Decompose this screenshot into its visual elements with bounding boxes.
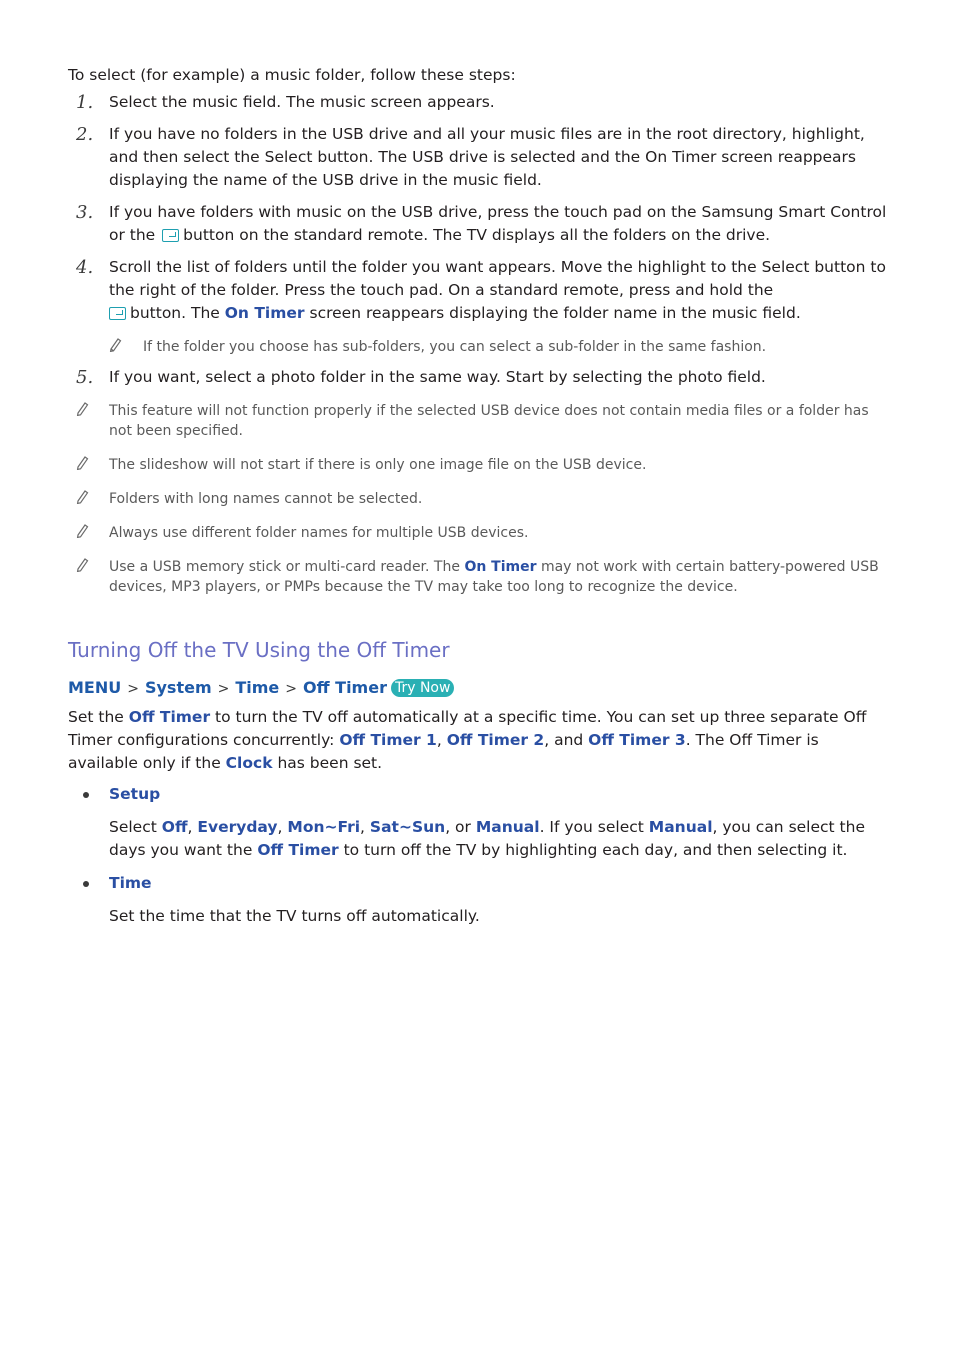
option-text: , you can select the days you want the <box>109 818 865 859</box>
section-title: Turning Off the TV Using the Off Timer <box>68 638 450 662</box>
step-text: button. The <box>130 304 220 322</box>
option-title: Time <box>109 874 152 892</box>
breadcrumb-system: System <box>144 678 212 697</box>
option-value: Off Timer <box>257 841 339 859</box>
chevron-right-icon: > <box>127 681 139 697</box>
note-text: Folders with long names cannot be selected. <box>109 491 423 507</box>
pencil-note-icon <box>75 400 89 416</box>
option-text: , or <box>445 818 471 836</box>
enter-button-icon <box>162 229 179 242</box>
manual-page <box>68 64 888 928</box>
steps-list <box>68 91 888 389</box>
option-value: Manual <box>475 818 540 836</box>
option-text: , <box>277 818 283 836</box>
para-text: to turn the TV off automatically at a specific time. You can set up three separate Off Timer configurations concurrently: <box>68 708 867 749</box>
intro-text: To select (for example) a music folder, follow these steps: <box>68 66 516 84</box>
notes-list <box>68 401 888 597</box>
option-body <box>109 816 888 862</box>
para-text: has been set. <box>277 754 383 772</box>
step-number: 5. <box>76 367 94 388</box>
bullet-icon <box>83 792 89 798</box>
step-number: 3. <box>76 202 94 223</box>
chevron-right-icon: > <box>285 681 298 697</box>
para-text: , <box>436 731 442 749</box>
breadcrumb <box>68 677 888 700</box>
pencil-note-icon <box>75 556 89 572</box>
option-value: Manual <box>648 818 713 836</box>
note-text: If the folder you choose has sub-folders, you can select a sub-folder in the same fashion. <box>143 339 767 355</box>
option-value: Everyday <box>197 818 278 836</box>
option-text: to turn off the TV by highlighting each day, and then selecting it. <box>343 841 848 859</box>
pencil-note-icon <box>75 488 89 504</box>
step-item <box>68 123 888 192</box>
option-item <box>68 783 888 862</box>
step-item <box>68 91 888 114</box>
option-text: , <box>360 818 365 836</box>
pencil-note-icon <box>108 336 122 352</box>
step-item <box>68 201 888 247</box>
option-value: Off <box>161 818 188 836</box>
section-paragraph <box>68 706 888 775</box>
options-list <box>68 783 888 928</box>
breadcrumb-time: Time <box>235 678 280 697</box>
enter-button-icon <box>109 307 126 320</box>
off-timer-1-highlight: Off Timer 1 <box>339 731 437 749</box>
pencil-note-icon <box>75 454 89 470</box>
option-title: Setup <box>109 785 161 803</box>
note-item <box>68 557 888 597</box>
step-number: 1. <box>76 92 94 113</box>
breadcrumb-menu: MENU <box>68 678 122 697</box>
on-timer-highlight: On Timer <box>224 304 305 322</box>
note-item <box>68 523 888 543</box>
note-item <box>68 401 888 441</box>
chevron-right-icon: > <box>217 681 230 697</box>
para-text: . The Off Timer is available only if the <box>68 731 819 772</box>
option-item <box>68 872 888 928</box>
note-text: Use a USB memory stick or multi-card reader. The <box>109 559 460 575</box>
step-text: screen reappears displaying the folder name in the music field. <box>309 304 801 322</box>
step-item <box>68 256 888 357</box>
step-text: If you have no folders in the USB drive and all your music files are in the root directory, highlight, and then select the Select button. The USB drive is selected and the On Timer screen reappears displaying the name of the USB drive in the music field. <box>109 125 865 189</box>
note-item <box>68 489 888 509</box>
option-text: . If you select <box>539 818 644 836</box>
step-note <box>68 337 888 357</box>
bullet-icon <box>83 881 89 887</box>
note-item <box>68 455 888 475</box>
note-text: Always use different folder names for multiple USB devices. <box>109 525 529 541</box>
option-body: Set the time that the TV turns off automatically. <box>109 907 480 925</box>
note-text: This feature will not function properly if the selected USB device does not contain media files or a folder has not been specified. <box>109 403 869 439</box>
step-text: If you want, select a photo folder in the same way. Start by selecting the photo field. <box>109 368 766 386</box>
option-value: Sat~Sun <box>369 818 446 836</box>
step-text: button on the standard remote. The TV displays all the folders on the drive. <box>183 226 771 244</box>
step-text: Scroll the list of folders until the folder you want appears. Move the highlight to the Select button to the right of the folder. Press the touch pad. On a standard remote, press and hold the <box>109 258 886 299</box>
step-number: 4. <box>76 257 94 278</box>
pencil-note-icon <box>75 522 89 538</box>
step-text: Select the music field. The music screen appears. <box>109 93 495 111</box>
breadcrumb-off-timer: Off Timer <box>303 678 387 697</box>
off-timer-highlight: Off Timer <box>128 708 211 726</box>
para-text: , and <box>544 731 584 749</box>
off-timer-3-highlight: Off Timer 3 <box>588 731 686 749</box>
option-value: Mon~Fri <box>287 818 361 836</box>
note-text: The slideshow will not start if there is only one image file on the USB device. <box>109 457 647 473</box>
para-text: Set the <box>68 708 124 726</box>
on-timer-highlight: On Timer <box>464 559 537 575</box>
option-text: Select <box>109 818 157 836</box>
note-text: may not work with certain battery-powered USB devices, MP3 players, or PMPs because the TV may take too long to recognize the device. <box>109 559 879 595</box>
step-number: 2. <box>76 124 94 145</box>
step-item <box>68 366 888 389</box>
off-timer-2-highlight: Off Timer 2 <box>446 731 545 749</box>
try-now-button[interactable]: Try Now <box>391 679 454 697</box>
option-text: , <box>187 818 193 836</box>
step-text: If you have folders with music on the USB drive, press the touch pad on the Samsung Smart Control or the <box>109 203 887 244</box>
clock-highlight: Clock <box>225 754 273 772</box>
